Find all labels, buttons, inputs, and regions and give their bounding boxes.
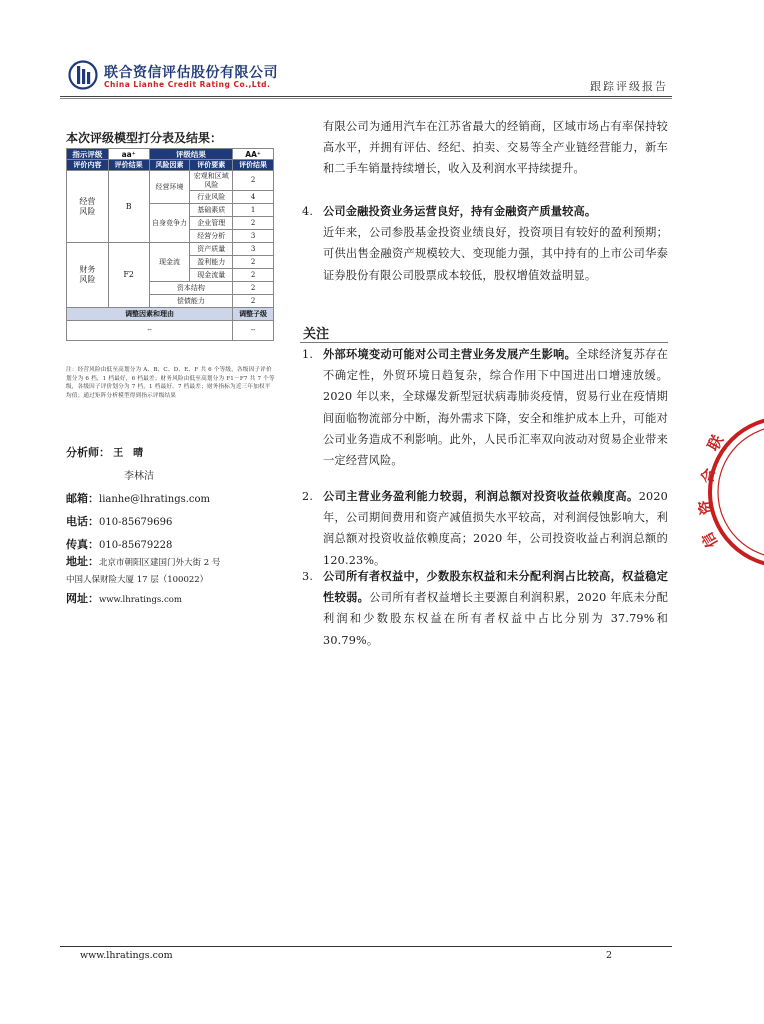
column-header: 评价内容 <box>67 160 109 171</box>
rating-score-table <box>66 148 274 341</box>
analyst-name-2: 李林洁 <box>124 471 154 482</box>
address-value-1: 北京市朝阳区建国门外大街 2 号 <box>99 558 221 568</box>
svg-text:联: 联 <box>703 431 727 454</box>
section-title-focus: 关注 <box>303 327 330 342</box>
footer-divider <box>60 946 672 947</box>
table-title: 本次评级模型打分表及结果： <box>66 131 223 145</box>
table-note: 注：经营风险由低至高划分为 A、B、C、D、E、F 共 6 个等级，各级因子评价划分为 6 档，1 档最好，6 档最差；财务风险由低至高划分为 F1－F7 共 7 个等级，各级因子评价划分为 7 档，1 档最好，7 档最差；财务指标为近三年加权平均值；通过矩阵分析模型得到指示评级结果 <box>66 367 275 399</box>
table-header-row <box>67 160 274 171</box>
element-score: 2 <box>233 171 274 191</box>
item-heading: 公司主营业务盈利能力较弱，利润总额对投资收益依赖度高。 <box>323 490 639 503</box>
element-name: 盈利能力 <box>190 256 233 269</box>
business-risk-label: 经营 风险 <box>67 171 109 243</box>
email-line <box>66 490 210 506</box>
indicator-value: aa⁺ <box>108 149 149 160</box>
footer-website[interactable]: www.lhratings.com <box>80 950 173 961</box>
address-line <box>66 553 220 569</box>
item-heading: 外部环境变动可能对公司主营业务发展产生影响。 <box>323 348 577 361</box>
item-number: 3. <box>302 570 314 583</box>
column-header: 评价结果 <box>108 160 149 171</box>
adjust-level-value: -- <box>233 321 274 341</box>
address-value-2: 中国人保财险大厦 17 层（100022） <box>66 575 209 585</box>
column-header: 风险因素 <box>149 160 190 171</box>
column-header: 评价结果 <box>233 160 274 171</box>
email-label: 邮箱： <box>66 492 99 505</box>
list-item <box>300 566 668 651</box>
svg-text:信: 信 <box>698 528 722 551</box>
analyst-name-1: 王 晴 <box>113 448 144 459</box>
element-name: 资本结构 <box>149 282 233 295</box>
phone-line <box>66 513 172 529</box>
element-score: 4 <box>233 191 274 204</box>
svg-text:资: 资 <box>695 498 716 517</box>
element-score: 2 <box>233 256 274 269</box>
table-row <box>67 171 274 191</box>
section-divider <box>300 342 668 343</box>
element-name: 企业管理 <box>190 217 233 230</box>
finance-risk-label: 财务 风险 <box>67 243 109 308</box>
svg-text:合: 合 <box>698 466 719 485</box>
factor-name: 现金流 <box>149 243 190 282</box>
item-text: 全球经济复苏存在不确定性，外贸环境日趋复杂，综合作用下中国进出口增速放缓。2020 年以来，全球爆发新型冠状病毒肺炎疫情，贸易行业在疫情期间面临物流部分中断，海外需求下降，安全和维护成本上升，可能对公司业务造成不利影响。此外，人民币汇率双向波动对贸易企业带来一定经营风险。 <box>323 348 668 468</box>
header-divider <box>60 96 672 97</box>
analyst-line <box>66 444 143 460</box>
item-heading: 公司所有者权益中，少数股东权益和未分配利润占比较高，权益稳定性较弱。 <box>323 570 668 605</box>
fax-value: 010-85679228 <box>99 540 173 551</box>
element-score: 1 <box>233 204 274 217</box>
element-name: 经营分析 <box>190 230 233 243</box>
website-value[interactable]: www.lhratings.com <box>99 595 182 605</box>
element-score: 2 <box>233 217 274 230</box>
analyst-label: 分析师： <box>66 446 110 459</box>
element-name: 偿债能力 <box>149 295 233 308</box>
phone-label: 电话： <box>66 515 99 528</box>
item-number: 4. <box>302 205 314 218</box>
item-number: 2. <box>302 490 314 503</box>
element-score: 3 <box>233 243 274 256</box>
adjust-level-header: 调整子级 <box>233 308 274 321</box>
item-text: 公司所有者权益增长主要源自利润积累，2020 年底未分配利润和少数股东权益在所有者权益中占比分别为 37.79%和 30.79%。 <box>323 591 668 647</box>
indicator-label: 指示评级 <box>67 149 109 160</box>
item-heading: 公司金融投资业务运营良好，持有金融资产质量较高。 <box>323 205 597 218</box>
element-score: 2 <box>233 269 274 282</box>
adjust-factor-value: -- <box>67 321 233 341</box>
email-value[interactable]: lianhe@lhratings.com <box>99 494 211 505</box>
website-label: 网址： <box>66 592 99 605</box>
adjust-header-row <box>67 308 274 321</box>
element-name: 行业风险 <box>190 191 233 204</box>
element-name: 宏观和区域风险 <box>190 171 233 191</box>
list-item <box>300 486 668 571</box>
report-type-label: 跟踪评级报告 <box>590 80 668 93</box>
item-text: 近年来，公司参股基金投资业绩良好，投资项目有较好的盈利预期；可供出售金融资产规模较大、变现能力强，其中持有的上市公司华泰证券股份有限公司股票成本较低，股权增值效益明显。 <box>323 226 668 282</box>
adjust-factor-header: 调整因素和理由 <box>67 308 233 321</box>
company-name-cn: 联合资信评估股份有限公司 <box>104 65 278 81</box>
factor-name: 自身竞争力 <box>149 204 190 243</box>
phone-value: 010-85679696 <box>99 517 173 528</box>
address-label: 地址： <box>66 555 99 568</box>
table-row-indicator <box>67 149 274 160</box>
factor-name: 经营环境 <box>149 171 190 204</box>
element-score: 2 <box>233 295 274 308</box>
element-name: 现金流量 <box>190 269 233 282</box>
list-item <box>300 344 668 471</box>
website-line <box>66 590 182 606</box>
table-row <box>67 243 274 256</box>
fax-label: 传真： <box>66 538 99 551</box>
item-text: 2020 年，公司期间费用和资产减值损失水平较高，对利润侵蚀影响大，利润总额对投资收益依赖度高；2020 年，公司投资收益占利润总额的 120.23%。 <box>323 490 668 567</box>
company-name-en: China Lianhe Credit Rating Co.,Ltd. <box>104 80 271 89</box>
page-number: 2 <box>606 950 613 961</box>
result-value: AA⁺ <box>233 149 274 160</box>
column-header: 评价要素 <box>190 160 233 171</box>
list-item <box>300 201 668 286</box>
company-seal-icon <box>695 392 764 592</box>
result-label: 评级结果 <box>149 149 233 160</box>
item-number: 1. <box>302 348 314 361</box>
header-divider-secondary <box>60 98 672 99</box>
adjust-row <box>67 321 274 341</box>
company-logo-icon <box>68 60 98 90</box>
element-name: 资产质量 <box>190 243 233 256</box>
element-score: 2 <box>233 282 274 295</box>
body-paragraph: 有限公司为通用汽车在江苏省最大的经销商，区域市场占有率保持较高水平，并拥有评估、经纪、拍卖、交易等全产业链经营能力，新车和二手车销量持续增长，收入及利润水平持续提升。 <box>323 120 668 176</box>
element-name: 基础素质 <box>190 204 233 217</box>
element-score: 3 <box>233 230 274 243</box>
finance-risk-result: F2 <box>108 243 149 308</box>
fax-line <box>66 536 172 552</box>
business-risk-result: B <box>108 171 149 243</box>
